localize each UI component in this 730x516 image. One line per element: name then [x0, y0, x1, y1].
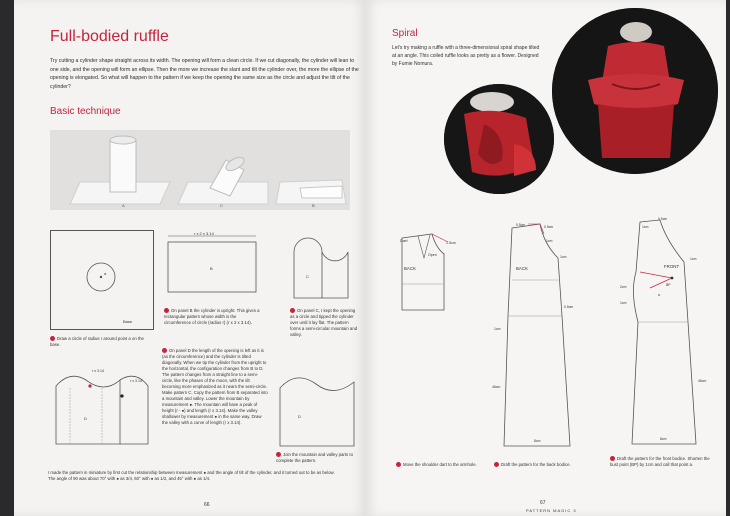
dart-pattern: [388, 228, 468, 328]
footnote-2: The angle of 90 was about 70° with ● as 3/4, 60° with ● as 1/2, and 45° with ● as 1/4.: [48, 476, 211, 481]
footnote-1: I made the pattern in miniature by first cut the relationship between measurement ● and the angle of tilt of the cylinder, and it turned out to be as below.: [48, 470, 335, 475]
label-d: D: [84, 416, 87, 421]
dim-r2-label: r x 3.14: [130, 379, 142, 383]
base-diagram: [50, 230, 154, 330]
p2-m4: 1cm: [560, 255, 567, 259]
photo-label-c: C: [220, 203, 223, 208]
dart-pattern-svg: [388, 228, 468, 328]
label-d-complete: D: [298, 414, 301, 419]
spiral-title: Spiral: [392, 28, 418, 39]
back-bodice-pattern-svg: [490, 220, 598, 456]
photo-label-b: B: [312, 203, 315, 208]
complete-pattern-svg: [276, 368, 358, 450]
cylinder-photo-svg: [50, 130, 350, 210]
label-b: B: [210, 266, 213, 271]
step-3-caption: On panel C, I kept the opening as a circle and tipped the cylinder over until it lay flat. The pattern forms a semi-circular mountain and valley.: [290, 308, 358, 337]
dim-r1-label: r x 3.14: [92, 369, 104, 373]
step-1-caption: Draw a circle of radius r around point a on the base.: [50, 336, 144, 347]
front-label: FRONT: [664, 264, 680, 269]
garment-photo-right-svg: [552, 8, 718, 174]
p2-m7: 46cm: [492, 385, 501, 389]
p3-m2: 1cm: [642, 225, 649, 229]
p1-measure: 1.5cm: [446, 241, 456, 245]
caption-2: Draft the pattern for the back bodice.: [494, 462, 594, 468]
garment-photo-right: [552, 8, 718, 174]
back-label: BACK: [404, 266, 416, 271]
garment-photo-left-svg: [444, 84, 554, 194]
left-page: [14, 0, 366, 516]
dim-top-label: r x 2 x 3.14: [194, 231, 214, 236]
front-bodice-pattern: [610, 212, 720, 456]
p2-m6: 1cm: [494, 327, 501, 331]
running-footer: PATTERN MAGIC 3: [526, 508, 577, 513]
base-label: Base: [123, 319, 133, 324]
p2-m8: 8cm: [534, 439, 541, 443]
p3-m4: 2cm: [620, 285, 627, 289]
p3-m5: 1cm: [620, 301, 627, 305]
p3-m3: 1cm: [690, 257, 697, 261]
p2-m1: 0.5cm: [516, 223, 526, 227]
page-number-right: 67: [540, 500, 546, 506]
label-c: C: [306, 274, 309, 279]
garment-photo-left: [444, 84, 554, 194]
point-a-label: a: [104, 271, 107, 276]
p2-m2: 0.5cm: [544, 225, 554, 229]
tilted-pattern-svg: [50, 364, 160, 450]
p2-m3: 1cm: [546, 239, 553, 243]
semi-circle-pattern: [290, 228, 352, 300]
step-4-caption: On panel D the length of the opening is left as it is (as the circumference) and the cylinder is tilted diagonally. When we tip the cylinder from the upright to the horizontal, the configuration changes from B to D. The pattern changes from a straight line to a semi-circle, like the phases of the moon, with the tilt becoming more emphasized as it nears the semi-circle. Make pattern C. Copy the pattern from B separated into a mountain and valley. Lower the mountain by measurement ●. The mountain will have a peak of height (r - ●) and length (r x 3.14). Make the valley shallower by measurement ● in the same way. Draw the valley with a curve of length (r x 3.14).: [162, 348, 268, 425]
p3-m7: 8cm: [660, 437, 667, 441]
complete-pattern: [276, 368, 358, 450]
back-bodice-pattern: [490, 220, 598, 456]
caption-3: Draft the pattern for the front bodice. Shorten the bust point (BP) by 1cm and call that point a.: [610, 456, 710, 467]
open-label: Open: [428, 253, 437, 257]
right-page: [366, 0, 726, 516]
bp-label: BP: [666, 283, 671, 287]
point-a-front: a: [658, 293, 660, 297]
rectangle-pattern-svg: [162, 230, 262, 302]
photo-label-a: A: [122, 203, 125, 208]
step-2-caption: On panel B the cylinder is upright. This gives a rectangular pattern whose width is the circumference of circle (radius r) (r x 2 x 3.14).: [164, 308, 260, 325]
semi-circle-pattern-svg: [290, 228, 352, 302]
front-bodice-pattern-svg: [610, 212, 720, 456]
step-5-caption: Join the mountain and valley parts to complete the pattern.: [276, 452, 353, 463]
section-heading: Basic technique: [50, 106, 121, 117]
rectangle-pattern: [162, 230, 262, 300]
p3-m6: 46cm: [698, 379, 707, 383]
tilted-pattern: [50, 364, 160, 448]
p3-m1: 0.5cm: [658, 217, 668, 221]
base-diagram-svg: [51, 231, 153, 329]
dart-label: Dart: [400, 238, 408, 243]
p2-m5: 0.5cm: [564, 305, 574, 309]
page-title: Full-bodied ruffle: [50, 28, 169, 45]
intro-paragraph: Try cutting a cylinder shape straight across its width. The opening will form a clean circle. If we cut diagonally, the cylinder will lean to one side, and the opening will form an ellipse. Then the more we increase the slant and tilt the cylinder over, the more the ellipse of the opening is elongated. So what will happen to the pattern if we keep the opening the same size as the circle and adjust the tilt of the cylinder?: [50, 58, 359, 90]
cylinder-photo: [50, 130, 350, 210]
caption-1: Move the shoulder dart to the armhole.: [396, 462, 486, 468]
spiral-intro: Let's try making a ruffle with a three-dimensional spiral shape tilted at an angle. This coiled ruffle looks as pretty as a flower. Designed by Fumie Nomura.: [392, 45, 540, 67]
page-number-left: 66: [204, 502, 210, 508]
back-bodice-label: BACK: [516, 266, 528, 271]
